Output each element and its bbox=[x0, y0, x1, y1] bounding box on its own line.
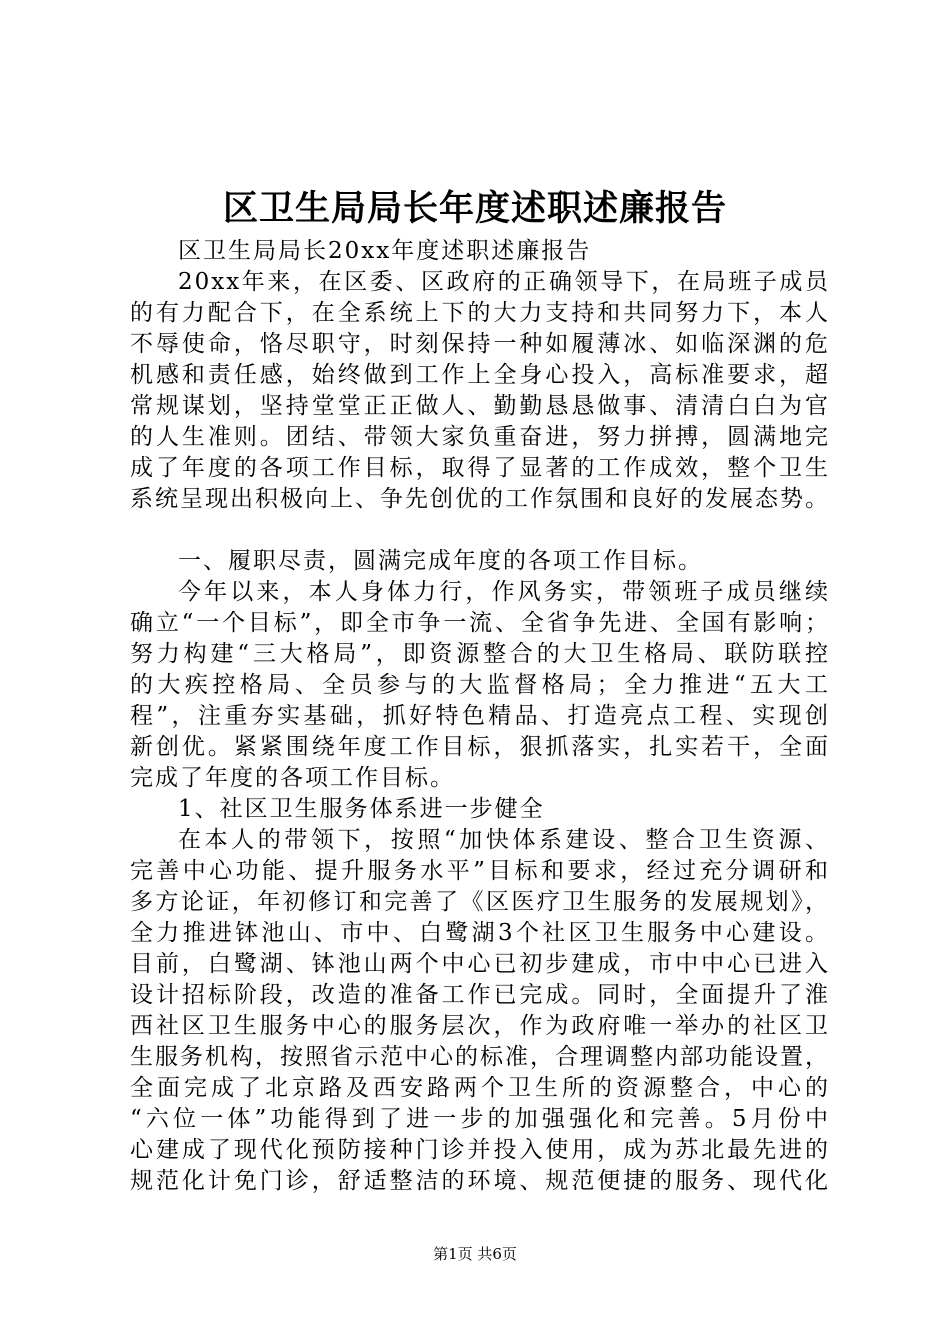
page-footer: 第1页 共6页 bbox=[433, 1245, 517, 1263]
section-heading: 一、履职尽责，圆满完成年度的各项工作目标。 bbox=[178, 548, 703, 574]
paragraph-line: 不辱使命，恪尽职守，时刻保持一种如履薄冰、如临深渊的危 bbox=[130, 331, 830, 357]
paragraph-line: 系统呈现出积极向上、争先创优的工作氛围和良好的发展态势。 bbox=[130, 486, 830, 512]
paragraph-line: 的大疾控格局、全员参与的大监督格局；全力推进“五大工 bbox=[130, 672, 830, 698]
paragraph-line: 完善中心功能、提升服务水平”目标和要求，经过充分调研和 bbox=[130, 858, 830, 884]
paragraph-line: 西社区卫生服务中心的服务层次，作为政府唯一举办的社区卫 bbox=[130, 1013, 830, 1039]
paragraph-line: 心建成了现代化预防接种门诊并投入使用，成为苏北最先进的 bbox=[130, 1137, 830, 1163]
paragraph-line: 常规谋划，坚持堂堂正正做人、勤勤恳恳做事、清清白白为官 bbox=[130, 393, 830, 419]
subsection-heading: 1、社区卫生服务体系进一步健全 bbox=[178, 796, 545, 822]
paragraph-line: 努力构建“三大格局”，即资源整合的大卫生格局、联防联控 bbox=[130, 641, 830, 667]
paragraph-line: 目前，白鹭湖、钵池山两个中心已初步建成，市中中心已进入 bbox=[130, 951, 830, 977]
paragraph-line: 设计招标阶段，改造的准备工作已完成。同时，全面提升了淮 bbox=[130, 982, 830, 1008]
paragraph-line: 机感和责任感，始终做到工作上全身心投入，高标准要求，超 bbox=[130, 362, 830, 388]
paragraph-line: 完成了年度的各项工作目标。 bbox=[130, 765, 455, 791]
paragraph-line: 在本人的带领下，按照“加快体系建设、整合卫生资源、 bbox=[178, 827, 830, 853]
paragraph-line: 规范化计免门诊，舒适整洁的环境、规范便捷的服务、现代化 bbox=[130, 1168, 830, 1194]
document-body bbox=[130, 236, 830, 1197]
paragraph-line: 今年以来，本人身体力行，作风务实，带领班子成员继续 bbox=[178, 579, 830, 605]
paragraph-line: 成了年度的各项工作目标，取得了显著的工作成效，整个卫生 bbox=[130, 455, 830, 481]
document-title: 区卫生局局长年度述职述廉报告 bbox=[222, 188, 727, 229]
paragraph-line: 程”，注重夯实基础，抓好特色精品、打造亮点工程、实现创 bbox=[130, 703, 830, 729]
paragraph-line: 全面完成了北京路及西安路两个卫生所的资源整合，中心的 bbox=[130, 1075, 830, 1101]
paragraph-line: 的有力配合下，在全系统上下的大力支持和共同努力下，本人 bbox=[130, 300, 830, 326]
paragraph-line: 20xx年来，在区委、区政府的正确领导下，在局班子成员 bbox=[178, 269, 830, 295]
subtitle-line: 区卫生局局长20xx年度述职述廉报告 bbox=[178, 238, 592, 264]
paragraph-spacer bbox=[130, 515, 830, 546]
paragraph-line: 的人生准则。团结、带领大家负重奋进，努力拼搏，圆满地完 bbox=[130, 424, 830, 450]
paragraph-line: 确立“一个目标”，即全市争一流、全省争先进、全国有影响； bbox=[130, 610, 830, 636]
paragraph-line: 生服务机构，按照省示范中心的标准，合理调整内部功能设置， bbox=[130, 1044, 830, 1070]
paragraph-line: 新创优。紧紧围绕年度工作目标，狠抓落实，扎实若干，全面 bbox=[130, 734, 830, 760]
paragraph-line: 多方论证，年初修订和完善了《区医疗卫生服务的发展规划》， bbox=[130, 889, 830, 915]
paragraph-line: 全力推进钵池山、市中、白鹭湖3个社区卫生服务中心建设。 bbox=[130, 920, 830, 946]
paragraph-line: “六位一体”功能得到了进一步的加强强化和完善。5月份中 bbox=[130, 1106, 830, 1132]
